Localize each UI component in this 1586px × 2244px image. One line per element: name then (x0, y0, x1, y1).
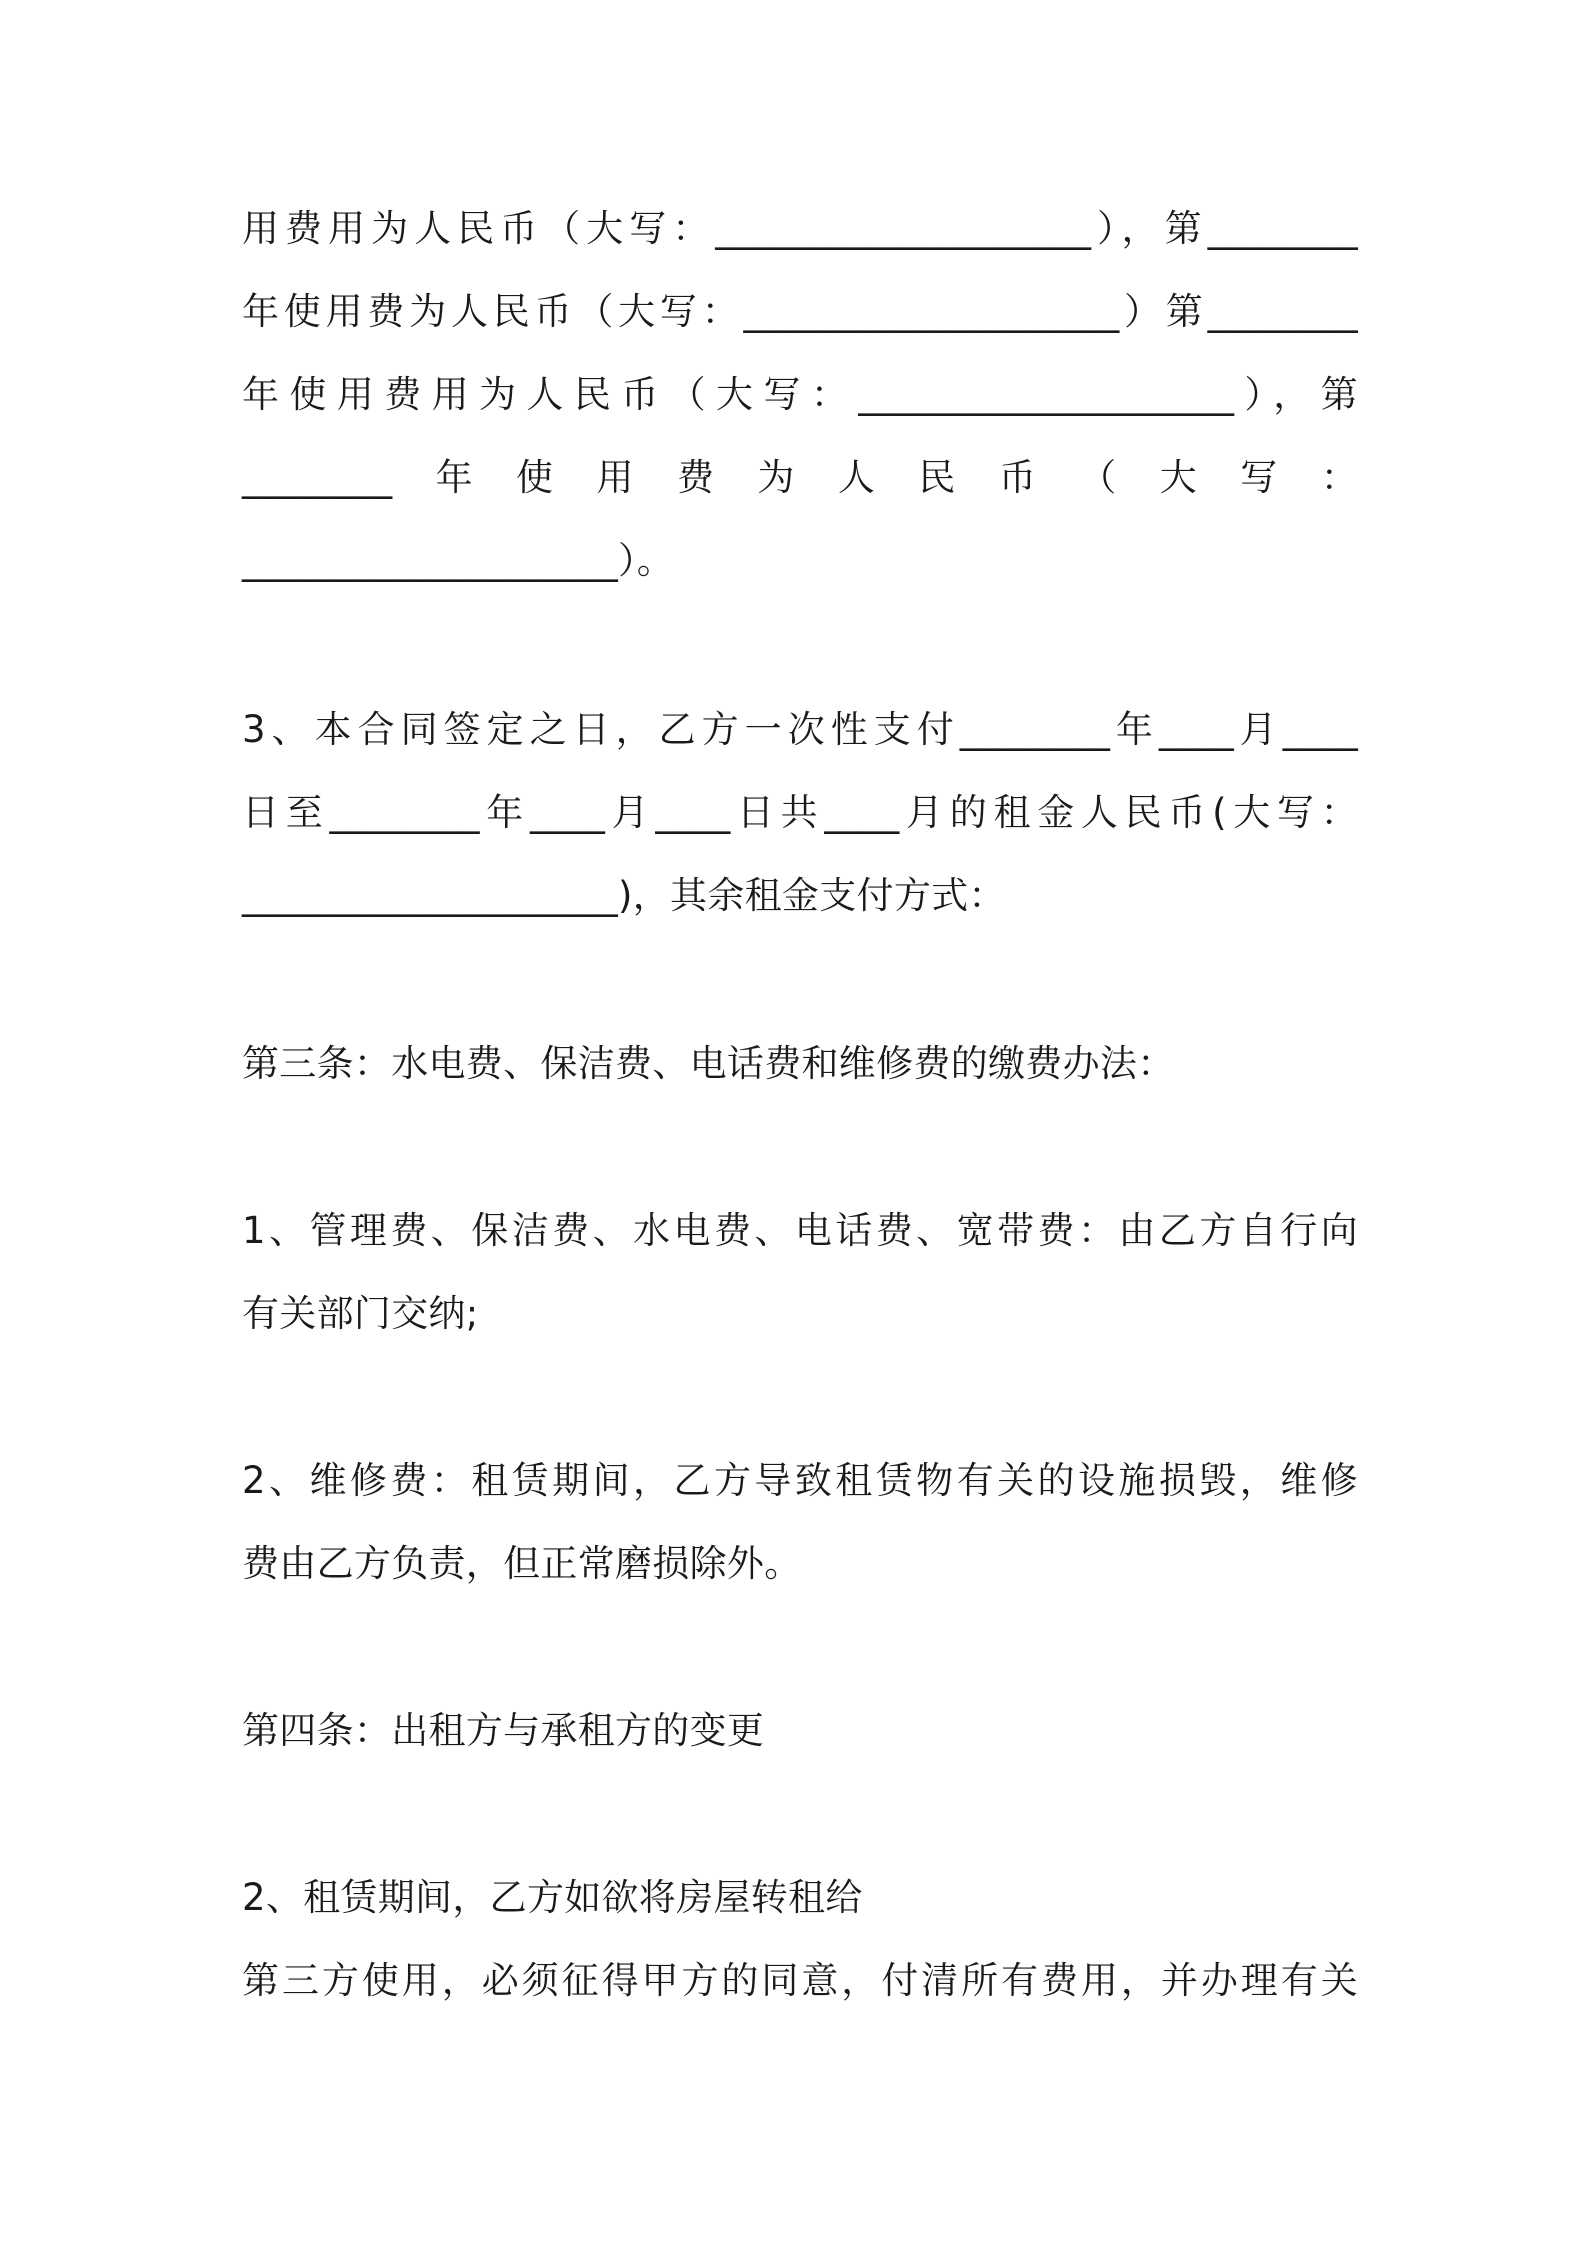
clause-3-line-2: 日至________年____月____日共____月的租金人民币(大写： (242, 791, 1358, 834)
item-2-line-2: 费由乙方负责，但正常磨损除外。 (242, 1542, 802, 1585)
sublease-line-1: 2、租赁期间，乙方如欲将房屋转租给 (242, 1876, 863, 1919)
rent-fee-line-4: ________年使用费为人民币（大写： (242, 456, 1358, 499)
rent-fee-line-2: 年使用费为人民币（大写：____________________）第________ (242, 290, 1358, 333)
article-4-heading: 第四条：出租方与承租方的变更 (242, 1709, 765, 1752)
item-2-line-1: 2、维修费：租赁期间，乙方导致租赁物有关的设施损毁，维修 (242, 1459, 1358, 1502)
clause-3-line-3: ____________________)，其余租金支付方式： (242, 874, 1006, 917)
item-1-line-2: 有关部门交纳; (242, 1292, 479, 1335)
rent-fee-line-3: 年使用费用为人民币（大写：____________________），第 (242, 373, 1358, 416)
clause-3-line-1: 3、本合同签定之日，乙方一次性支付________年____月____ (242, 708, 1358, 751)
sublease-line-2: 第三方使用，必须征得甲方的同意，付清所有费用，并办理有关 (242, 1959, 1358, 2002)
rent-fee-line-1: 用费用为人民币（大写：____________________），第________ (242, 207, 1358, 250)
item-1-line-1: 1、管理费、保洁费、水电费、电话费、宽带费：由乙方自行向 (242, 1209, 1358, 1252)
article-3-heading: 第三条：水电费、保洁费、电话费和维修费的缴费办法： (242, 1042, 1175, 1085)
rent-fee-line-5: ____________________）。 (242, 539, 675, 582)
